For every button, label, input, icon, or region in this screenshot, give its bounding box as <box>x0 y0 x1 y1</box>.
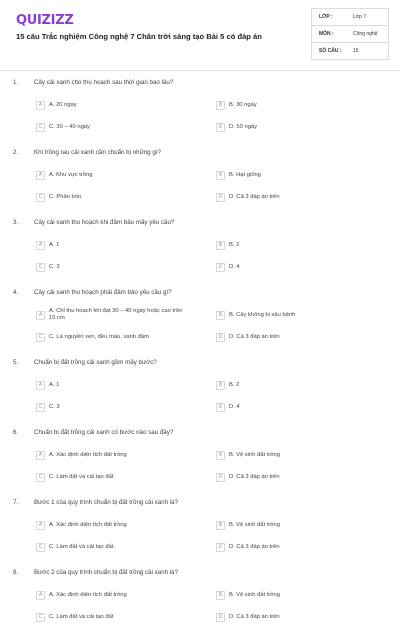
option-text: D. Cả 3 đáp án trên <box>229 613 280 620</box>
option-letter-box: A <box>36 101 45 110</box>
option-letter-box: A <box>36 241 45 250</box>
option-text: A. 1 <box>49 241 60 248</box>
option-text: D. 50 ngày <box>229 123 258 130</box>
question-block <box>0 149 400 219</box>
option-text: C. 3 <box>49 403 60 410</box>
option-letter-box: C <box>36 333 45 342</box>
question-number: 5. <box>13 359 19 366</box>
quizizz-logo: QUIZIZZ <box>16 13 74 28</box>
option-text: D. Cả 3 đáp án trên <box>229 333 280 340</box>
meta-row-question-count <box>312 42 388 59</box>
option-text: C. 3 <box>49 263 60 270</box>
option-text: A. Chỉ thu hoạch khi đạt 30 – 40 ngày hoặc cao trên 15 cm <box>49 308 183 321</box>
question-text: Cây cải xanh thu hoạch phải đảm bảo yêu cầu gì? <box>34 289 172 296</box>
answer-option <box>216 541 368 553</box>
question-block <box>0 499 400 569</box>
meta-value: Công nghệ <box>353 31 378 37</box>
question-text: Chuẩn bị đất trồng cải xanh có bước nào sau đây? <box>34 429 174 436</box>
option-text: B. 30 ngày <box>229 101 257 108</box>
question-text: Chuẩn bị đất trồng cải xanh gồm mấy bước? <box>34 359 157 366</box>
option-text: A. Khu vực trồng <box>49 171 93 178</box>
option-letter-box: D <box>216 403 225 412</box>
option-letter-box: D <box>216 613 225 622</box>
answer-option <box>216 191 368 203</box>
option-text: B. Hạt giống <box>229 171 261 178</box>
answer-option <box>216 611 368 623</box>
question-number: 8. <box>13 569 19 576</box>
answer-option <box>36 589 188 601</box>
option-text: C. Làm đất và cải tạo đất <box>49 613 114 620</box>
option-text: C. Lá nguyên vẹn, đều màu, xanh đậm <box>49 333 149 340</box>
option-text: D. 4 <box>229 263 240 270</box>
question-block <box>0 289 400 359</box>
option-letter-box: A <box>36 381 45 390</box>
option-letter-box: A <box>36 171 45 180</box>
option-text: B. Vệ sinh đất trồng <box>229 521 280 528</box>
option-letter-box: C <box>36 473 45 482</box>
option-letter-box: B <box>216 381 225 390</box>
option-text: B. 2 <box>229 241 240 248</box>
meta-row-grade <box>312 8 388 25</box>
question-block <box>0 359 400 429</box>
option-letter-box: B <box>216 101 225 110</box>
option-letter-box: D <box>216 333 225 342</box>
option-text: D. Cả 3 đáp án trên <box>229 543 280 550</box>
answer-option <box>216 121 368 133</box>
option-letter-box: C <box>36 543 45 552</box>
question-block <box>0 79 400 149</box>
answer-option <box>36 99 188 111</box>
question-text: Bước 1 của quy trình chuẩn bị đất trồng cải xanh là? <box>34 499 179 506</box>
option-letter-box: A <box>36 521 45 530</box>
option-text: A. 1 <box>49 381 60 388</box>
option-letter-box: A <box>36 311 45 320</box>
option-text: D. Cả 3 đáp án trên <box>229 193 280 200</box>
answer-option <box>36 261 188 273</box>
option-letter-box: D <box>216 543 225 552</box>
question-number: 6. <box>13 429 19 436</box>
answer-option <box>36 191 188 203</box>
answer-option <box>216 589 368 601</box>
option-letter-box: C <box>36 403 45 412</box>
answer-option <box>216 331 368 343</box>
option-letter-box: B <box>216 311 225 320</box>
option-text: D. 4 <box>229 403 240 410</box>
answer-option <box>216 261 368 273</box>
question-block <box>0 569 400 639</box>
answer-option <box>36 519 188 531</box>
option-letter-box: C <box>36 193 45 202</box>
option-text: C. 30 – 40 ngày <box>49 123 90 130</box>
option-text: A. Xác định diện tích đất trồng <box>49 521 127 528</box>
answer-option <box>216 401 368 413</box>
answer-option <box>216 449 368 461</box>
meta-value: Lớp 7 <box>353 14 367 20</box>
option-letter-box: B <box>216 171 225 180</box>
answer-option <box>216 169 368 181</box>
answer-option <box>36 309 188 321</box>
option-text: C. Làm đất và cải tạo đất <box>49 473 114 480</box>
worksheet-header <box>0 0 400 72</box>
answer-option <box>36 379 188 391</box>
option-text: B. Vệ sinh đất trồng <box>229 591 280 598</box>
option-text: B. 2 <box>229 381 240 388</box>
question-number: 4. <box>13 289 19 296</box>
option-letter-box: D <box>216 473 225 482</box>
question-text: Cây cải xanh thu hoạch khi đảm bảo mấy yêu cầu? <box>34 219 175 226</box>
answer-option <box>36 169 188 181</box>
answer-option <box>216 471 368 483</box>
answer-option <box>36 239 188 251</box>
option-letter-box: A <box>36 451 45 460</box>
option-letter-box: C <box>36 613 45 622</box>
question-text: Cây cải xanh cho thu hoạch sau thời gian bao lâu? <box>34 79 174 86</box>
answer-option <box>36 541 188 553</box>
answer-option <box>216 519 368 531</box>
option-letter-box: B <box>216 521 225 530</box>
question-list <box>0 79 400 639</box>
option-text: D. Cả 3 đáp án trên <box>229 473 280 480</box>
answer-option <box>36 401 188 413</box>
question-text: Bước 2 của quy trình chuẩn bị đất trồng cải xanh là? <box>34 569 179 576</box>
answer-option <box>36 331 188 343</box>
option-letter-box: D <box>216 263 225 272</box>
question-number: 3. <box>13 219 19 226</box>
option-letter-box: C <box>36 263 45 272</box>
answer-option <box>36 449 188 461</box>
question-block <box>0 219 400 289</box>
option-letter-box: D <box>216 193 225 202</box>
option-letter-box: C <box>36 123 45 132</box>
question-number: 1. <box>13 79 19 86</box>
answer-option <box>216 99 368 111</box>
option-text: A. 20 ngày <box>49 101 77 108</box>
question-number: 2. <box>13 149 19 156</box>
question-text: Khi trồng rau cải xanh cần chuẩn bị những gì? <box>34 149 161 156</box>
meta-value: 15 <box>353 48 359 54</box>
worksheet-title: 15 câu Trắc nghiệm Công nghệ 7 Chân trời sáng tạo Bài 5 có đáp án <box>16 32 262 41</box>
option-text: A. Xác định diện tích đất trồng <box>49 591 127 598</box>
option-letter-box: B <box>216 451 225 460</box>
answer-option <box>216 309 368 321</box>
question-block <box>0 429 400 499</box>
meta-label: LỚP : <box>319 14 333 20</box>
option-letter-box: B <box>216 241 225 250</box>
option-text: C. Làm đất và cải tạo đất <box>49 543 114 550</box>
option-text: A. Xác định diện tích đất trồng <box>49 451 127 458</box>
meta-label: SỐ CÂU : <box>319 48 342 54</box>
answer-option <box>36 471 188 483</box>
answer-option <box>36 611 188 623</box>
option-letter-box: A <box>36 591 45 600</box>
answer-option <box>216 379 368 391</box>
option-letter-box: B <box>216 591 225 600</box>
option-text: C. Phân bón <box>49 193 82 200</box>
option-letter-box: D <box>216 123 225 132</box>
question-number: 7. <box>13 499 19 506</box>
option-text: B. Vệ sinh đất trồng <box>229 451 280 458</box>
meta-row-subject <box>312 25 388 42</box>
answer-option <box>36 121 188 133</box>
meta-label: MÔN : <box>319 31 334 37</box>
header-divider <box>0 70 400 71</box>
answer-option <box>216 239 368 251</box>
option-text: B. Cây không bị sâu bệnh <box>229 311 296 318</box>
worksheet-meta-table <box>311 8 389 60</box>
